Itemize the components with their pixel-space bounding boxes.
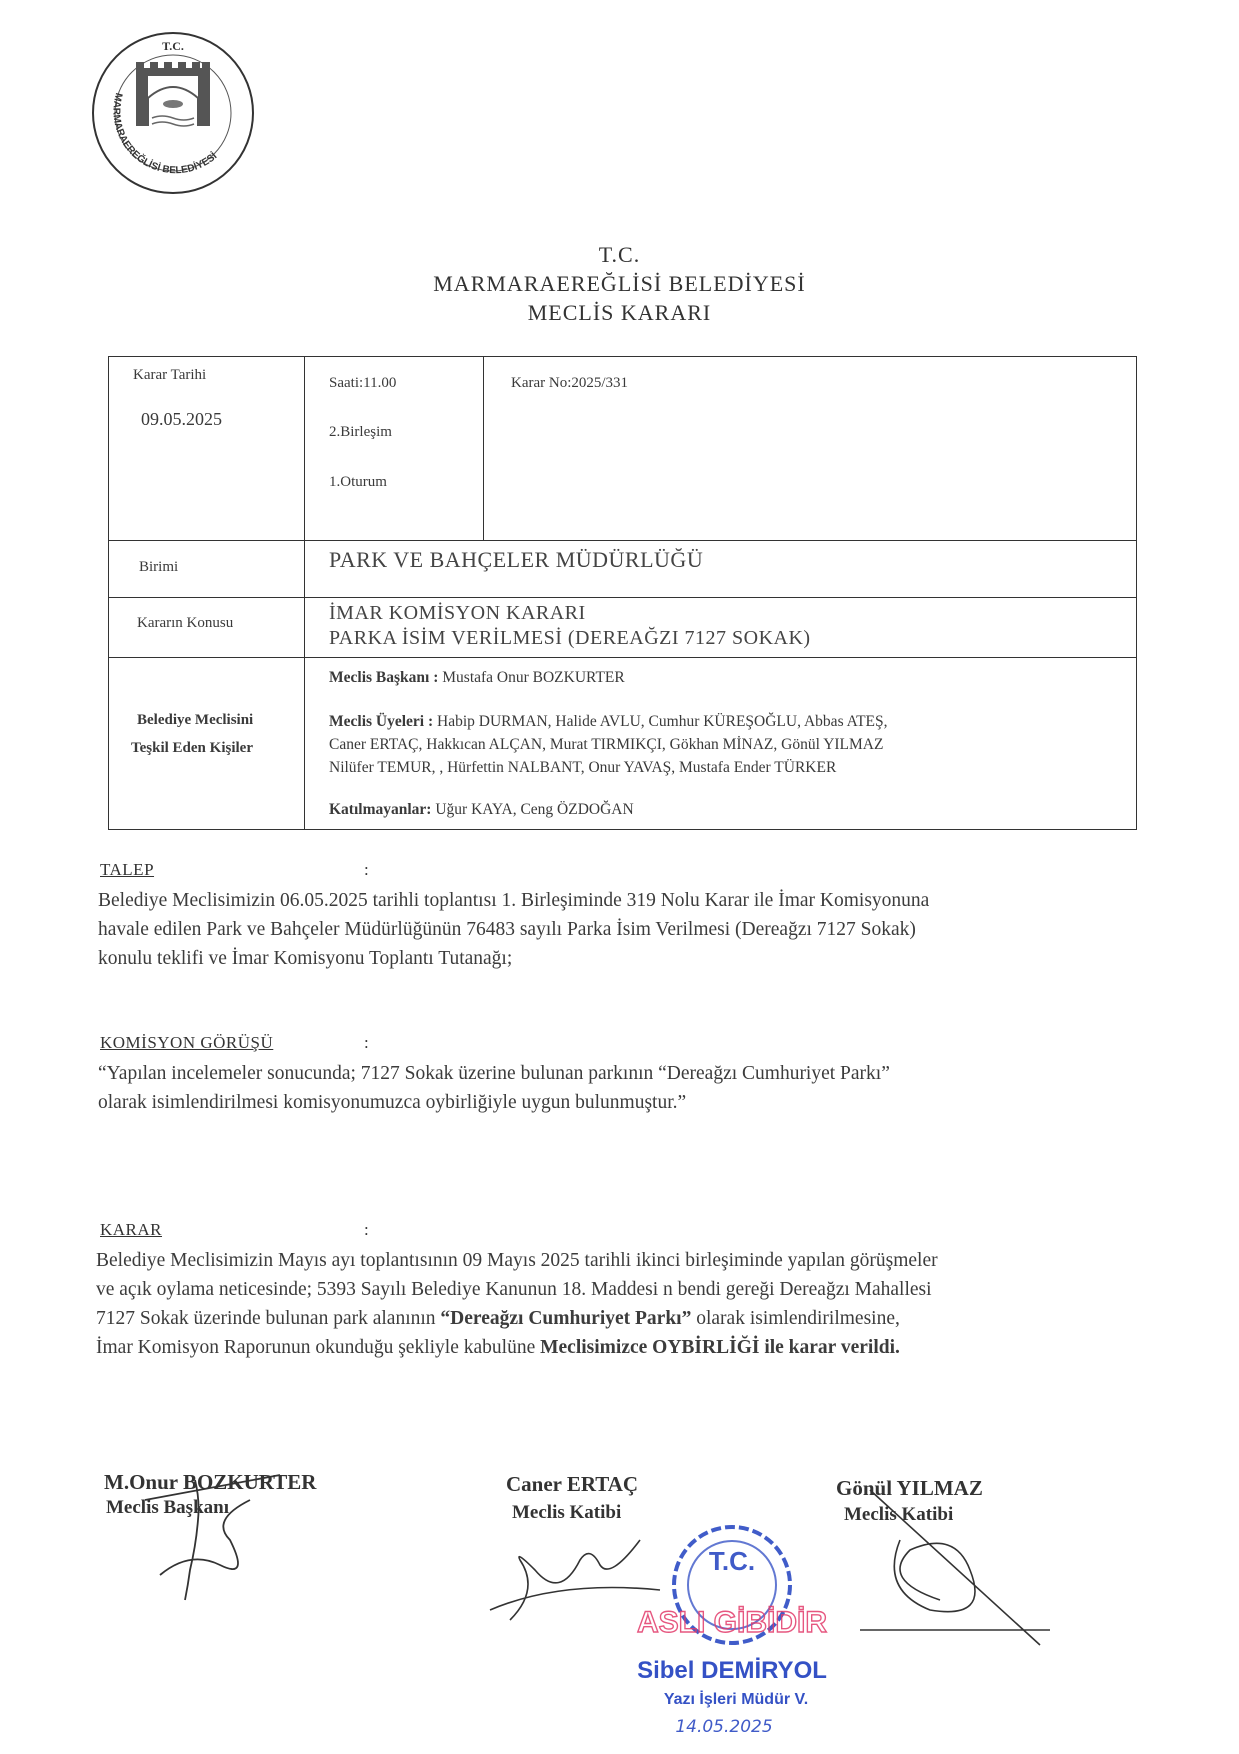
stamp-tc: T.C. xyxy=(708,1546,756,1576)
unit-label: Birimi xyxy=(139,559,179,575)
commission-heading: KOMİSYON GÖRÜŞÜ xyxy=(100,1033,274,1052)
commission-paragraph xyxy=(98,1059,1168,1117)
decision-paragraph xyxy=(96,1246,1168,1362)
decision-line-2: ve açık oylama neticesinde; 5393 Sayılı Belediye Kanunun 18. Maddesi n bendi gereği Dereağzı Mahallesi xyxy=(96,1279,932,1300)
signature-1-name: M.Onur BOZKURTER xyxy=(104,1470,317,1494)
council-members-line-2: Caner ERTAÇ, Hakkıcan ALÇAN, Murat TIRMIKÇI, Gökhan MİNAZ, Gönül YILMAZ xyxy=(329,736,884,753)
request-line-1: Belediye Meclisimizin 06.05.2025 tarihli toplantısı 1. Birleşiminde 319 Nolu Karar ile İmar Komisyonuna xyxy=(98,890,930,911)
stamp-officer-name: Sibel DEMİRYOL xyxy=(637,1657,827,1684)
council-members-label: Meclis Üyeleri : xyxy=(329,713,434,730)
session-time: Saati:11.00 xyxy=(329,375,397,391)
council-president: Mustafa Onur BOZKURTER xyxy=(442,669,625,686)
sitting-number: 1.Oturum xyxy=(329,474,387,490)
decision-date-label: Karar Tarihi xyxy=(133,367,207,383)
header-tc: T.C. xyxy=(598,242,641,267)
signature-3-title: Meclis Katibi xyxy=(844,1504,954,1525)
session-number: 2.Birleşim xyxy=(329,424,392,440)
signature-1-handwriting xyxy=(100,1460,320,1610)
council-members-line-3: Nilüfer TEMUR, , Hürfettin NALBANT, Onur YAVAŞ, Mustafa Ender TÜRKER xyxy=(329,759,837,776)
decision-line-1: Belediye Meclisimizin Mayıs ayı toplantısının 09 Mayıs 2025 tarihli ikinci birleşiminde yapılan görüşmeler xyxy=(96,1250,938,1271)
request-heading: TALEP xyxy=(100,860,155,879)
stamp-certified-label: ASLI GİBİDİR xyxy=(636,1606,828,1639)
stamp-date: 14.05.2025 xyxy=(675,1717,773,1737)
subject-line-2: PARKA İSİM VERİLMESİ (DEREAĞZI 7127 SOKAK) xyxy=(329,627,811,649)
subject-label: Kararın Konusu xyxy=(137,615,234,631)
absentees-row xyxy=(329,801,634,819)
unit-value: PARK VE BAHÇELER MÜDÜRLÜĞÜ xyxy=(329,547,704,572)
signature-2-title: Meclis Katibi xyxy=(512,1502,622,1523)
absentees-label: Katılmayanlar: xyxy=(329,801,432,818)
unanimous-result: Meclisimizce OYBİRLİĞİ ile karar verildi. xyxy=(540,1337,900,1358)
decision-line-4a: İmar Komisyon Raporunun okunduğu şekliyle kabulüne xyxy=(96,1337,541,1358)
decision-line-4 xyxy=(96,1333,1168,1362)
absentees: Uğur KAYA, Ceng ÖZDOĞAN xyxy=(435,801,634,818)
council-label-2: Teşkil Eden Kişiler xyxy=(131,740,253,756)
council-president-label: Meclis Başkanı : xyxy=(329,669,439,686)
request-colon: : xyxy=(364,860,369,879)
decision-number: Karar No:2025/331 xyxy=(511,375,629,391)
document-header xyxy=(0,240,1239,327)
commission-line-1: “Yapılan incelemeler sonucunda; 7127 Sokak üzerine bulunan parkının “Dereağzı Cumhuriyet Parkı” xyxy=(98,1063,890,1084)
decision-line-3a: 7127 Sokak üzerinde bulunan park alanının xyxy=(96,1308,441,1329)
signature-3-handwriting xyxy=(840,1480,1080,1660)
commission-line-2: olarak isimlendirilmesi komisyonumuzca oybirliğiyle uygun bulunmuştur.” xyxy=(98,1092,687,1113)
stamp-officer-role: Yazı İşleri Müdür V. xyxy=(663,1691,809,1708)
signature-1-title: Meclis Başkanı xyxy=(106,1497,229,1518)
subject-line-1: İMAR KOMİSYON KARARI xyxy=(329,602,586,624)
request-paragraph xyxy=(98,886,1168,973)
seal-top-text: T.C. xyxy=(162,39,184,53)
header-decision-title: MECLİS KARARI xyxy=(527,300,712,325)
decision-line-3 xyxy=(96,1304,1168,1333)
certified-copy-stamp xyxy=(620,1520,850,1745)
decision-heading: KARAR xyxy=(100,1220,163,1239)
municipality-seal xyxy=(88,28,258,198)
seal-ring-text: MARMARAEREĞLİSİ BELEDİYESİ xyxy=(110,91,220,177)
decision-date: 09.05.2025 xyxy=(141,409,222,429)
request-line-2: havale edilen Park ve Bahçeler Müdürlüğünün 76483 sayılı Parka İsim Verilmesi (Dereağzı 7127 Sokak) xyxy=(98,919,916,940)
council-members-line-1: Habip DURMAN, Halide AVLU, Cumhur KÜREŞOĞLU, Abbas ATEŞ, xyxy=(437,713,888,730)
council-label-1: Belediye Meclisini xyxy=(137,712,254,728)
request-line-3: konulu teklifi ve İmar Komisyonu Toplantı Tutanağı; xyxy=(98,948,513,969)
signature-3-name: Gönül YILMAZ xyxy=(836,1476,983,1500)
council-members-row xyxy=(329,713,888,731)
decision-line-3c: olarak isimlendirilmesine, xyxy=(691,1308,900,1329)
header-municipality: MARMARAEREĞLİSİ BELEDİYESİ xyxy=(433,271,806,296)
signature-2-name: Caner ERTAÇ xyxy=(506,1472,639,1496)
commission-colon: : xyxy=(364,1033,369,1052)
decision-info-table xyxy=(108,356,1137,830)
park-name: “Dereağzı Cumhuriyet Parkı” xyxy=(440,1308,692,1329)
decision-colon: : xyxy=(364,1220,369,1239)
council-president-row xyxy=(329,669,625,687)
